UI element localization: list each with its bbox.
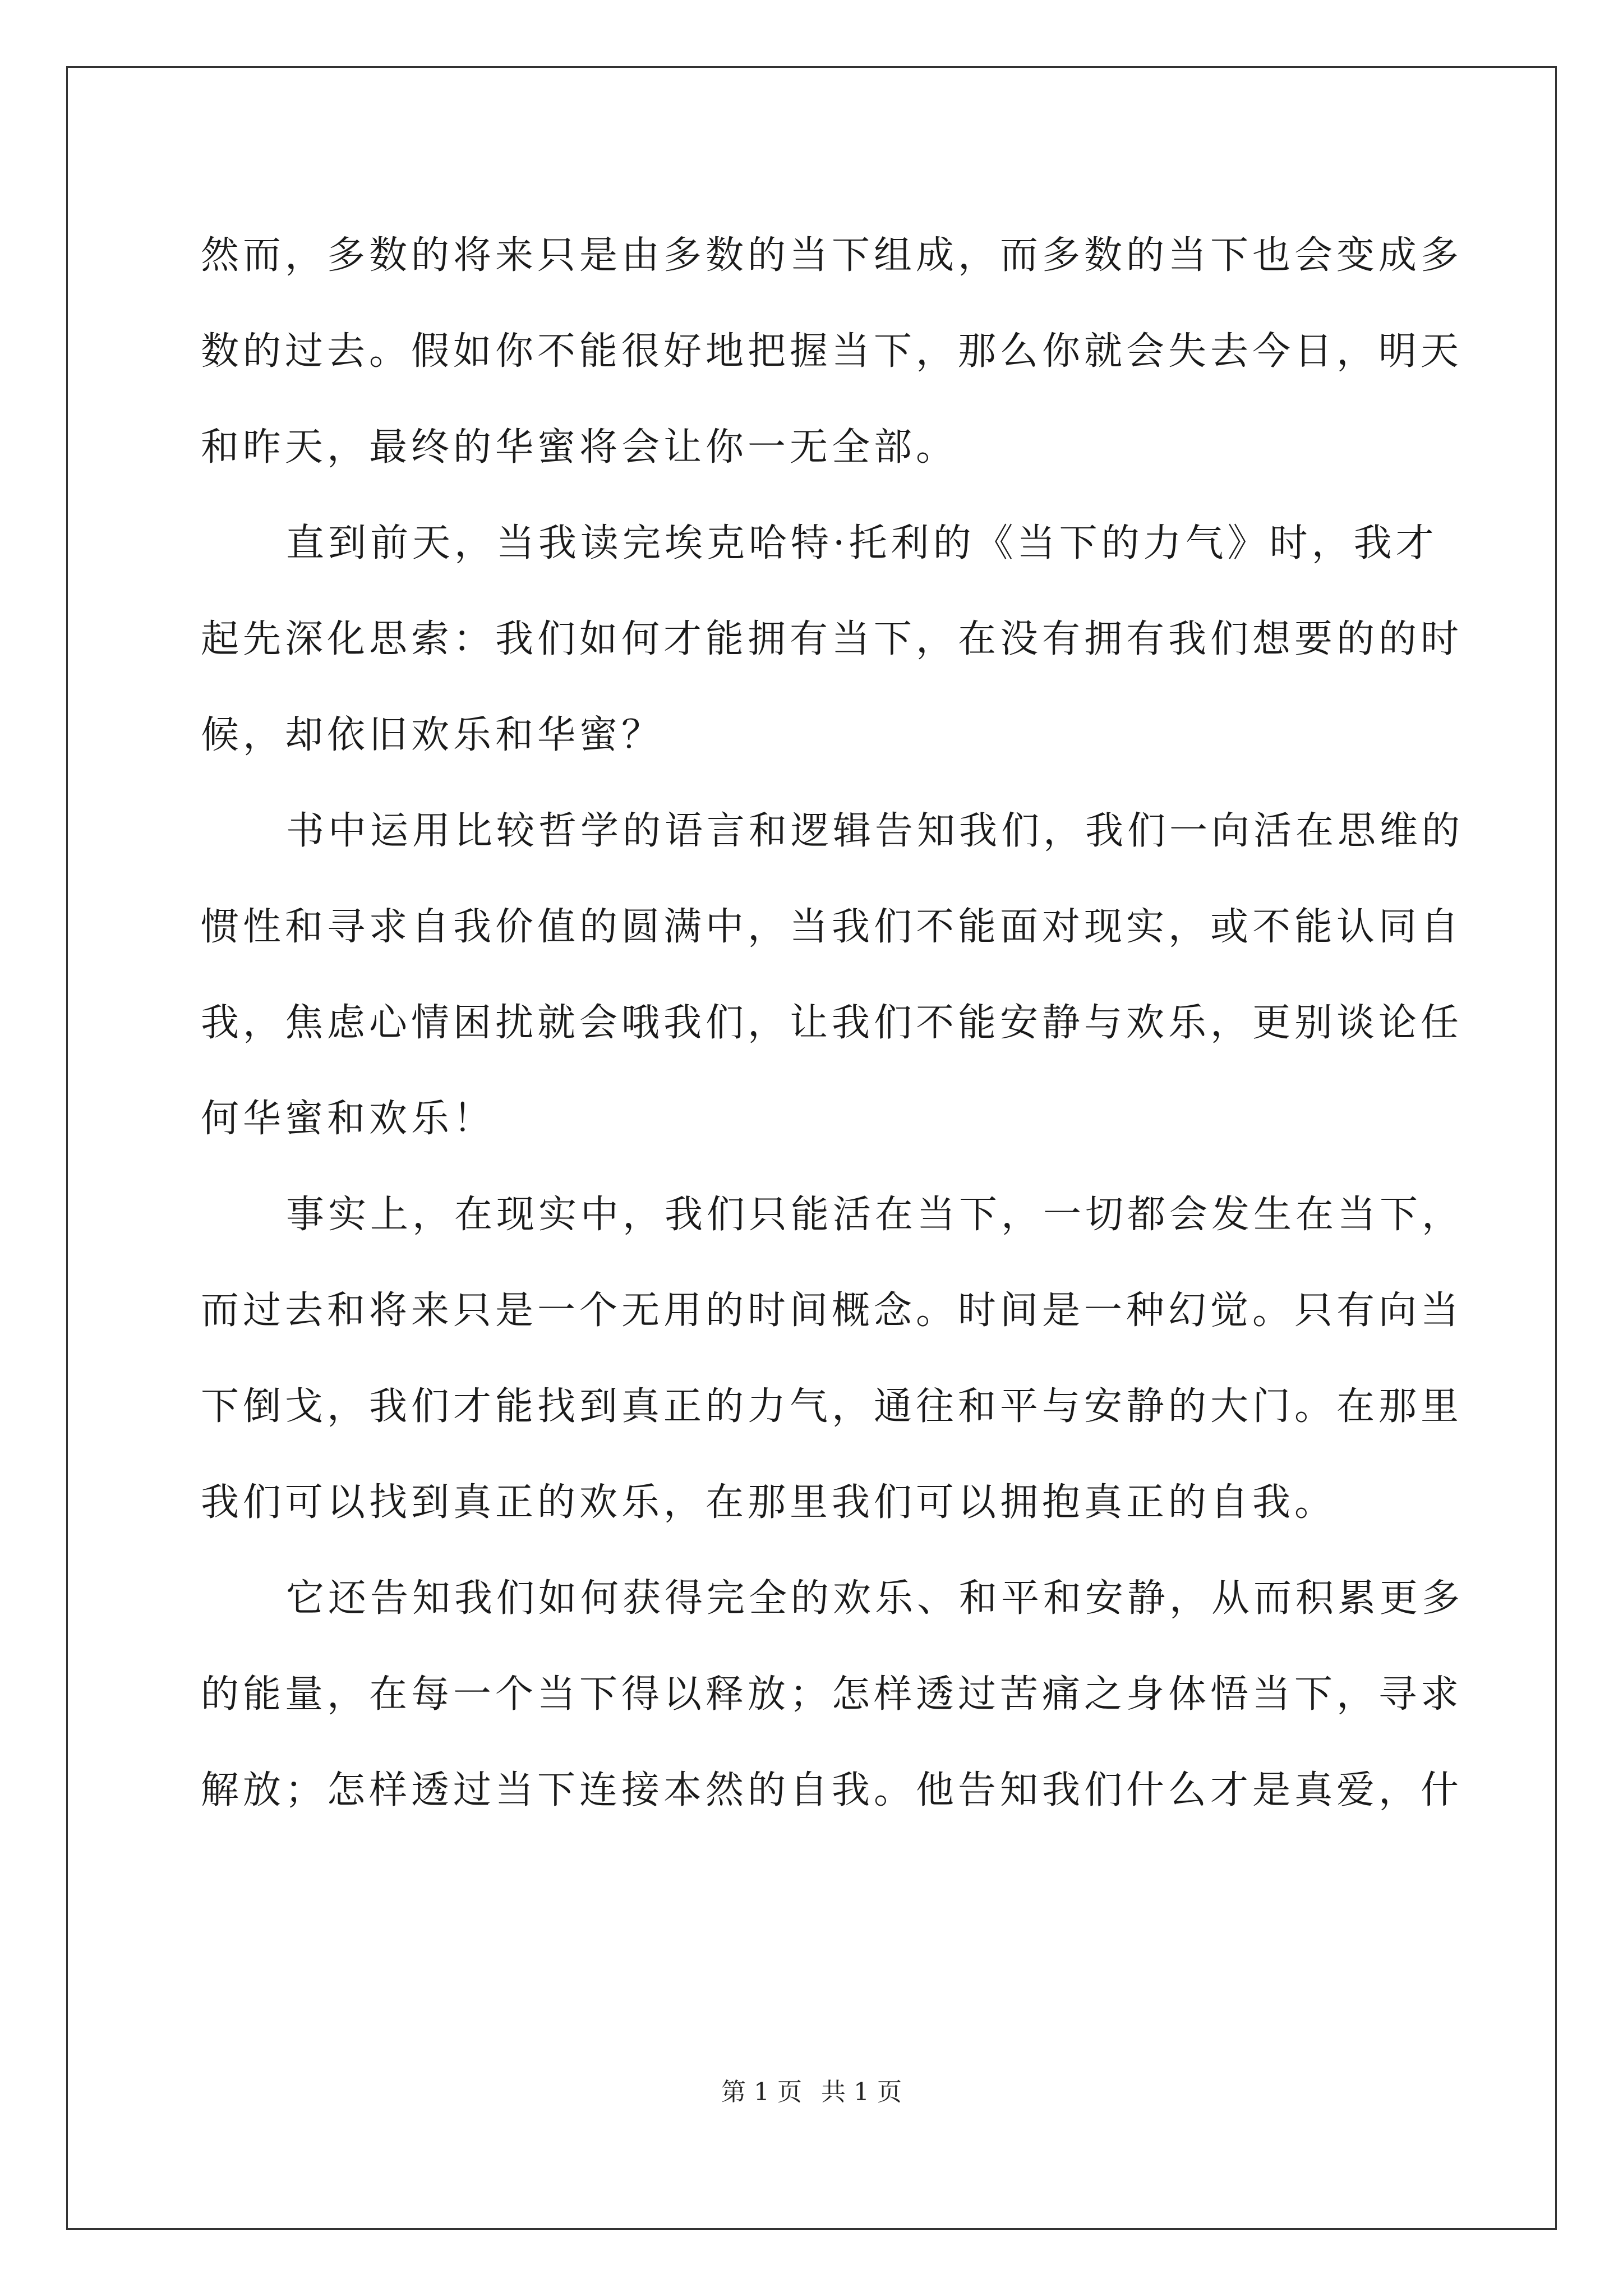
text-line: 起先深化思索：我们如何才能拥有当下，在没有拥有我们想要的的时 xyxy=(201,617,1463,661)
text-line: 的能量，在每一个当下得以释放；怎样透过苦痛之身体悟当下，寻求 xyxy=(201,1672,1463,1717)
text-line: 我们可以找到真正的欢乐，在那里我们可以拥抱真正的自我。 xyxy=(201,1480,1337,1525)
text-line: 而过去和将来只是一个无用的时间概念。时间是一种幻觉。只有向当 xyxy=(201,1289,1463,1333)
page-number: 第 1 页 xyxy=(721,2078,802,2106)
text-line: 下倒戈，我们才能找到真正的力气，通往和平与安静的大门。在那里 xyxy=(201,1384,1463,1429)
text-line: 候，却依旧欢乐和华蜜？ xyxy=(201,713,664,757)
text-line: 数的过去。假如你不能很好地把握当下，那么你就会失去今日，明天 xyxy=(201,329,1463,374)
text-line: 解放；怎样透过当下连接本然的自我。他告知我们什么才是真爱，什 xyxy=(201,1768,1463,1812)
text-line: 然而，多数的将来只是由多数的当下组成，而多数的当下也会变成多 xyxy=(201,233,1463,278)
text-line: 和昨天，最终的华蜜将会让你一无全部。 xyxy=(201,425,958,470)
paragraph-start-line: 直到前天，当我读完埃克哈特·托利的《当下的力气》时，我才 xyxy=(286,521,1438,565)
text-line: 惯性和寻求自我价值的圆满中，当我们不能面对现实，或不能认同自 xyxy=(201,905,1463,949)
page-footer xyxy=(0,2076,1623,2109)
text-line: 何华蜜和欢乐！ xyxy=(201,1097,496,1141)
paragraph-start-line: 事实上，在现实中，我们只能活在当下，一切都会发生在当下， xyxy=(286,1193,1464,1237)
paragraph-start-line: 它还告知我们如何获得完全的欢乐、和平和安静，从而积累更多 xyxy=(286,1576,1464,1621)
text-line: 我，焦虑心情困扰就会哦我们，让我们不能安静与欢乐，更别谈论任 xyxy=(201,1001,1463,1045)
total-pages: 共 1 页 xyxy=(821,2078,902,2106)
document-body xyxy=(201,208,1464,1838)
paragraph-start-line: 书中运用比较哲学的语言和逻辑告知我们，我们一向活在思维的 xyxy=(286,809,1464,853)
